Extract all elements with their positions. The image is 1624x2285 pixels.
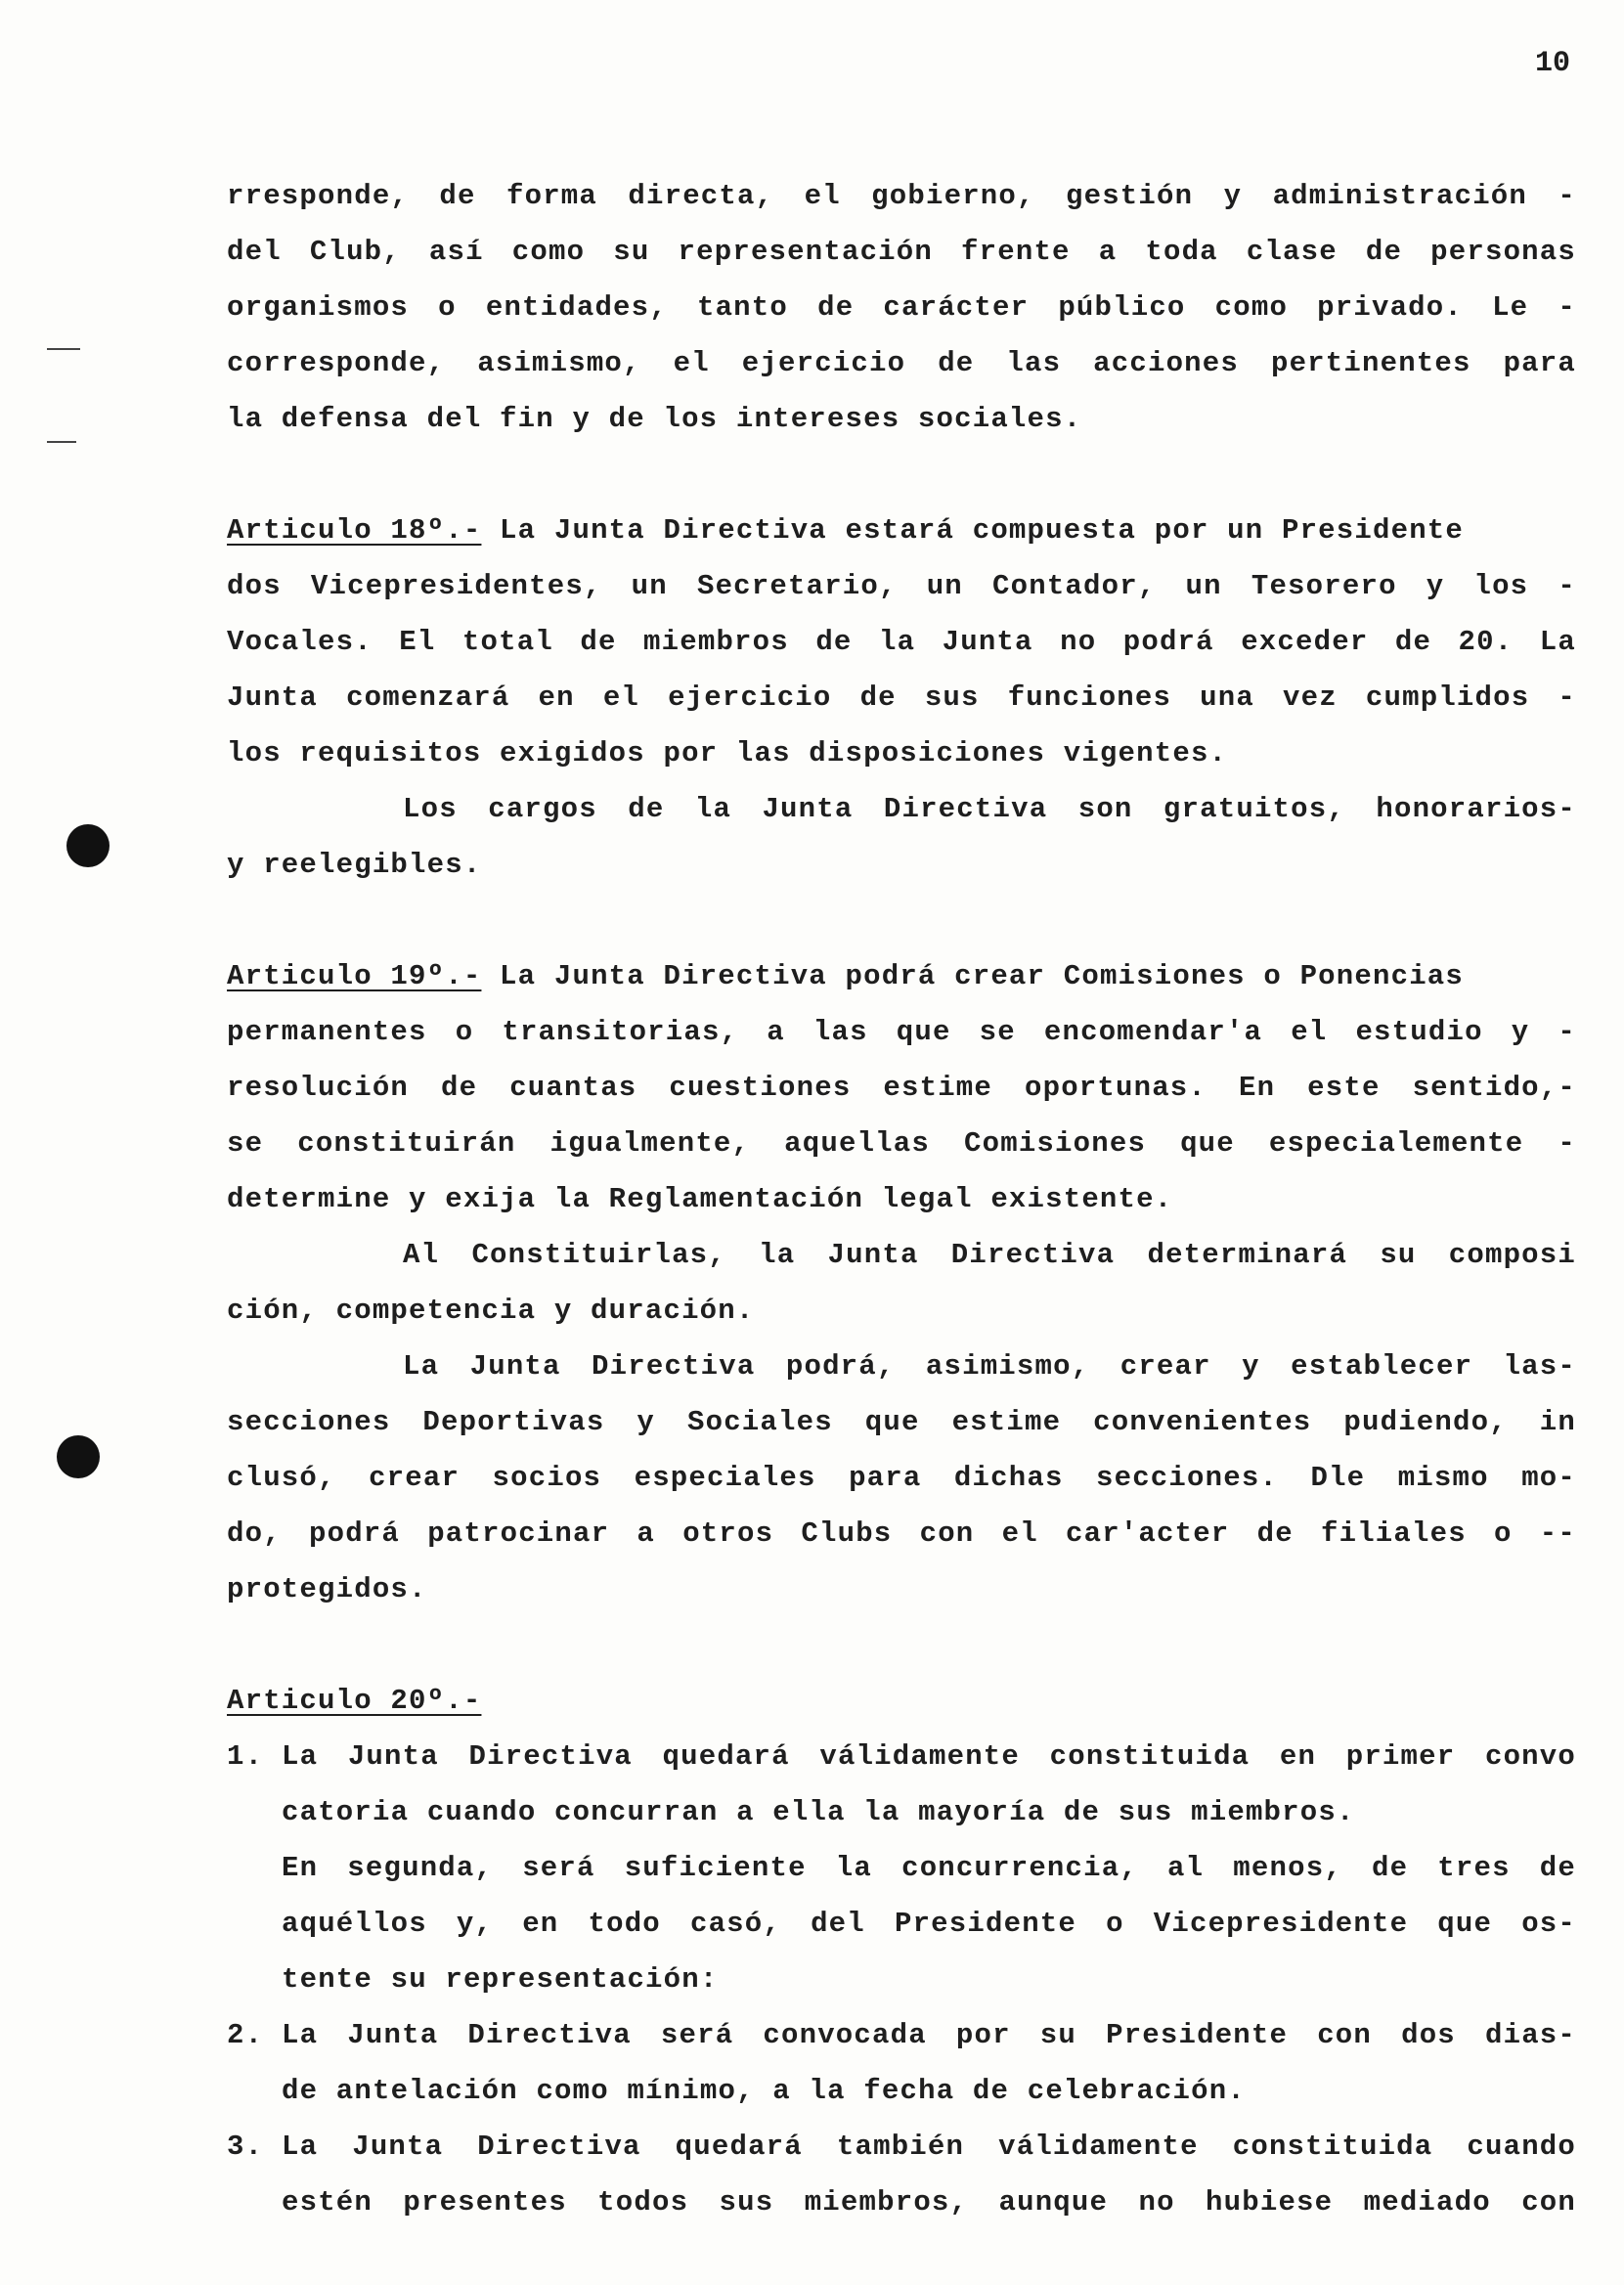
text-line: Junta comenzará en el ejercicio de sus funciones una vez cumplidos -	[227, 681, 1576, 714]
article-19-first-line	[227, 948, 1576, 1004]
text-line: la defensa del fin y de los intereses sociales.	[227, 403, 1082, 435]
text-line: dos Vicepresidentes, un Secretario, un Contador, un Tesorero y los -	[227, 570, 1576, 602]
list-item-3	[227, 2119, 1576, 2175]
text-line: determine y exija la Reglamentación legal existente.	[227, 1183, 1173, 1215]
margin-mark	[47, 441, 76, 443]
text-segment: La Junta Directiva quedará también válidamente constituida cuando	[282, 2131, 1576, 2163]
text-line: del Club, así como su representación frente a toda clase de personas	[227, 236, 1576, 268]
body-text	[227, 168, 1576, 2230]
text-line: catoria cuando concurran a ella la mayoría de sus miembros.	[282, 1796, 1355, 1828]
text-line: rresponde, de forma directa, el gobierno, gestión y administración -	[227, 180, 1576, 212]
text-line: En segunda, será suficiente la concurrencia, al menos, de tres de	[282, 1852, 1576, 1884]
text-segment: La Junta Directiva podrá crear Comisiones o Ponencias	[481, 960, 1465, 992]
text-line: Al Constituirlas, la Junta Directiva determinará su composi	[403, 1239, 1576, 1271]
punch-hole-bottom	[57, 1435, 100, 1478]
text-line: tente su representación:	[282, 1963, 719, 1996]
text-line: permanentes o transitorias, a las que se encomendar'a el estudio y -	[227, 1016, 1576, 1048]
text-line: organismos o entidades, tanto de carácter público como privado. Le -	[227, 291, 1576, 324]
article-18-heading: Articulo 18º.-	[227, 514, 482, 547]
text-line: corresponde, asimismo, el ejercicio de las acciones pertinentes para	[227, 347, 1576, 379]
text-segment: La Junta Directiva será convocada por su Presidente con dos dias-	[282, 2019, 1576, 2051]
text-line: se constituirán igualmente, aquellas Comisiones que especialemente -	[227, 1127, 1576, 1160]
text-line: de antelación como mínimo, a la fecha de celebración.	[282, 2075, 1246, 2107]
text-line: protegidos.	[227, 1573, 427, 1605]
list-number: 3.	[227, 2131, 264, 2163]
page-number: 10	[1534, 47, 1570, 80]
article-18-first-line	[227, 503, 1576, 558]
text-segment: La Junta Directiva estará compuesta por un Presidente	[481, 514, 1465, 547]
article-20-heading: Articulo 20º.-	[227, 1685, 482, 1717]
list-item-2	[227, 2007, 1576, 2063]
text-line: Los cargos de la Junta Directiva son gratuitos, honorarios-	[403, 793, 1576, 825]
text-line: aquéllos y, en todo casó, del Presidente o Vicepresidente que os-	[282, 1908, 1576, 1940]
text-line: La Junta Directiva podrá, asimismo, crear y establecer las-	[403, 1350, 1576, 1383]
text-line: los requisitos exigidos por las disposiciones vigentes.	[227, 737, 1228, 769]
punch-hole-top	[66, 824, 110, 867]
text-line: Vocales. El total de miembros de la Junta no podrá exceder de 20. La	[227, 626, 1576, 658]
article-19-heading: Articulo 19º.-	[227, 960, 482, 992]
list-number: 1.	[227, 1740, 264, 1773]
article-20-first-line	[227, 1673, 1576, 1729]
text-line: estén presentes todos sus miembros, aunque no hubiese mediado con	[282, 2186, 1576, 2219]
text-line: clusó, crear socios especiales para dichas secciones. Dle mismo mo-	[227, 1462, 1576, 1494]
list-number: 2.	[227, 2019, 264, 2051]
text-line: ción, competencia y duración.	[227, 1295, 755, 1327]
margin-mark	[47, 348, 80, 350]
list-item-1	[227, 1729, 1576, 1784]
text-line: do, podrá patrocinar a otros Clubs con el car'acter de filiales o --	[227, 1517, 1576, 1550]
text-line: resolución de cuantas cuestiones estime oportunas. En este sentido,-	[227, 1072, 1576, 1104]
text-line: y reelegibles.	[227, 849, 482, 881]
text-line: secciones Deportivas y Sociales que estime convenientes pudiendo, in	[227, 1406, 1576, 1438]
text-segment: La Junta Directiva quedará válidamente constituida en primer convo	[282, 1740, 1576, 1773]
